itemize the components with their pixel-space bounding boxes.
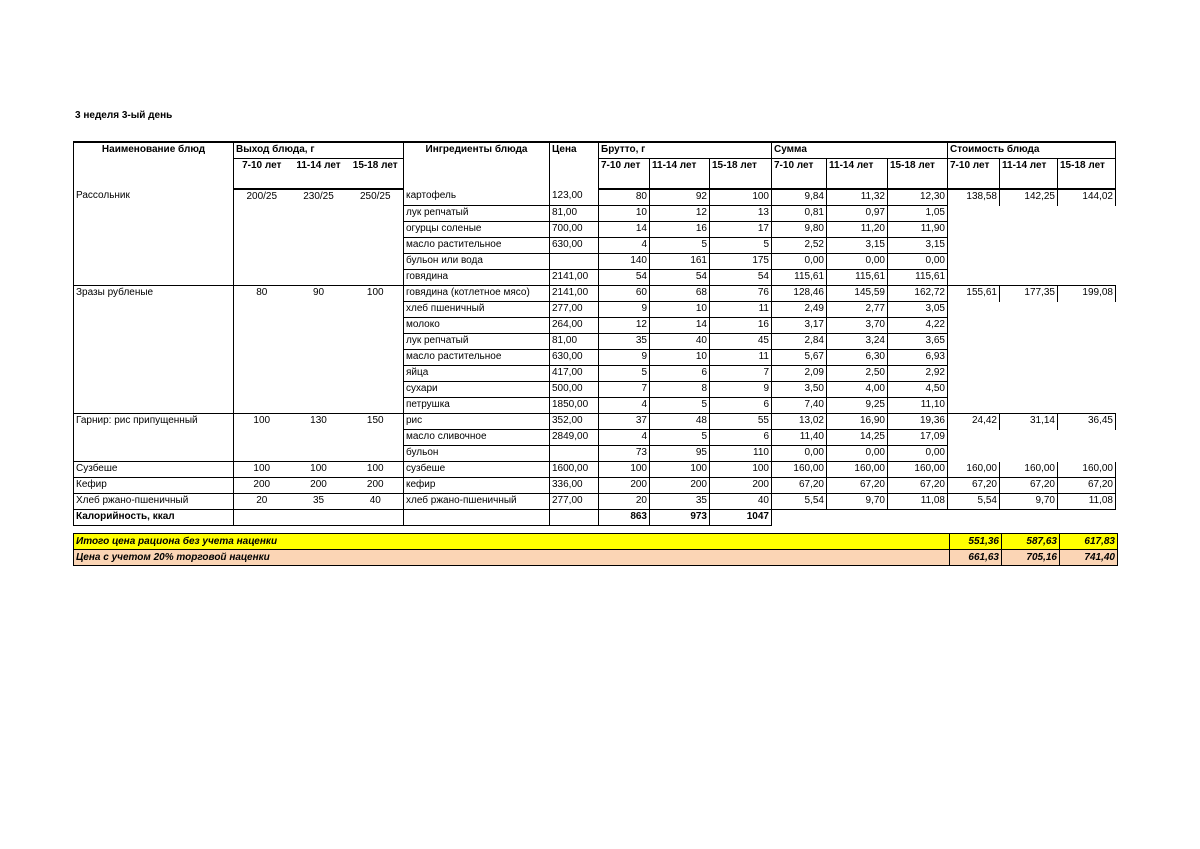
brutto-value: 92: [650, 189, 710, 206]
brutto-value: 60: [599, 286, 650, 302]
ingredient-name: говядина: [404, 270, 550, 286]
table-row: [74, 286, 1116, 302]
brutto-value: 54: [650, 270, 710, 286]
calories-row: [74, 510, 1116, 526]
ingredient-price: 81,00: [550, 334, 599, 350]
dish-cost: 160,00: [1058, 462, 1116, 478]
dish-cost-empty: [948, 398, 1116, 414]
brutto-value: 9: [599, 350, 650, 366]
header-age: 7-10 лет: [948, 159, 1000, 190]
dish-name: Рассольник: [74, 189, 234, 286]
header-age: 11-14 лет: [290, 159, 348, 190]
sum-value: 11,40: [772, 430, 827, 446]
total-no-markup-value: 587,63: [1002, 534, 1060, 550]
sum-value: 14,25: [827, 430, 888, 446]
header-price: Цена: [550, 142, 599, 189]
calories-value: 1047: [710, 510, 772, 526]
ingredient-price: 336,00: [550, 478, 599, 494]
brutto-value: 6: [710, 398, 772, 414]
brutto-value: 14: [599, 222, 650, 238]
sum-value: 160,00: [827, 462, 888, 478]
brutto-value: 8: [650, 382, 710, 398]
brutto-value: 200: [650, 478, 710, 494]
brutto-value: 37: [599, 414, 650, 430]
brutto-value: 68: [650, 286, 710, 302]
page-title: 3 неделя 3-ый день: [75, 110, 173, 121]
totals-table: [73, 533, 1118, 566]
brutto-value: 35: [650, 494, 710, 510]
sum-value: 0,00: [827, 446, 888, 462]
ingredient-name: лук репчатый: [404, 206, 550, 222]
ingredient-name: сухари: [404, 382, 550, 398]
dish-output: 100: [290, 462, 348, 478]
dish-output: 100: [234, 414, 290, 462]
total-no-markup-value: 551,36: [950, 534, 1002, 550]
brutto-value: 55: [710, 414, 772, 430]
dish-output: 20: [234, 494, 290, 510]
header-sum: Сумма: [772, 142, 948, 159]
sum-value: 9,70: [827, 494, 888, 510]
brutto-value: 10: [650, 350, 710, 366]
total-with-markup-value: 661,63: [950, 550, 1002, 566]
table-row: [74, 462, 1116, 478]
ingredient-name: говядина (котлетное мясо): [404, 286, 550, 302]
brutto-value: 54: [710, 270, 772, 286]
dish-output: 90: [290, 286, 348, 414]
ingredient-name: кефир: [404, 478, 550, 494]
ingredient-price: 500,00: [550, 382, 599, 398]
sum-value: 9,25: [827, 398, 888, 414]
sum-value: 3,50: [772, 382, 827, 398]
dish-cost-empty: [948, 366, 1116, 382]
header-brutto: Брутто, г: [599, 142, 772, 159]
brutto-value: 200: [599, 478, 650, 494]
dish-cost-empty: [948, 430, 1116, 446]
sum-value: 17,09: [888, 430, 948, 446]
sum-value: 9,80: [772, 222, 827, 238]
header-dish: Наименование блюд: [74, 142, 234, 189]
ingredient-name: хлеб пшеничный: [404, 302, 550, 318]
sum-value: 11,90: [888, 222, 948, 238]
sum-value: 0,81: [772, 206, 827, 222]
dish-cost: 67,20: [1058, 478, 1116, 494]
ingredient-price: 630,00: [550, 238, 599, 254]
sum-value: 162,72: [888, 286, 948, 302]
calories-empty: [404, 510, 550, 526]
sum-value: 7,40: [772, 398, 827, 414]
sum-value: 5,67: [772, 350, 827, 366]
ingredient-price: 630,00: [550, 350, 599, 366]
dish-cost-empty: [948, 254, 1116, 270]
dish-output: 230/25: [290, 189, 348, 286]
sum-value: 2,50: [827, 366, 888, 382]
header-cost: Стоимость блюда: [948, 142, 1116, 159]
calories-value: 863: [599, 510, 650, 526]
ingredient-name: картофель: [404, 189, 550, 206]
total-no-markup-label: Итого цена рациона без учета наценки: [74, 534, 950, 550]
dish-name: Зразы рубленые: [74, 286, 234, 414]
header-age: 11-14 лет: [827, 159, 888, 190]
dish-cost: 155,61: [948, 286, 1000, 302]
sum-value: 5,54: [772, 494, 827, 510]
brutto-value: 5: [710, 238, 772, 254]
brutto-value: 45: [710, 334, 772, 350]
dish-output: 200: [348, 478, 404, 494]
calories-empty: [348, 510, 404, 526]
brutto-value: 4: [599, 398, 650, 414]
ingredient-name: масло растительное: [404, 238, 550, 254]
brutto-value: 12: [599, 318, 650, 334]
header-age: 15-18 лет: [348, 159, 404, 190]
total-with-markup-value: 705,16: [1002, 550, 1060, 566]
dish-output: 100: [348, 462, 404, 478]
ingredient-name: масло растительное: [404, 350, 550, 366]
dish-output: 130: [290, 414, 348, 462]
brutto-value: 175: [710, 254, 772, 270]
header-age: 7-10 лет: [234, 159, 290, 190]
sum-value: 2,49: [772, 302, 827, 318]
dish-cost-empty: [948, 318, 1116, 334]
ingredient-name: огурцы соленые: [404, 222, 550, 238]
sum-value: 3,24: [827, 334, 888, 350]
brutto-value: 40: [710, 494, 772, 510]
table-row: [74, 478, 1116, 494]
sum-value: 19,36: [888, 414, 948, 430]
calories-empty: [550, 510, 599, 526]
sum-value: 11,32: [827, 189, 888, 206]
ingredient-name: бульон: [404, 446, 550, 462]
ingredient-price: 277,00: [550, 302, 599, 318]
total-with-markup-label: Цена с учетом 20% торговой наценки: [74, 550, 950, 566]
dish-cost: 31,14: [1000, 414, 1058, 430]
ingredient-price: 81,00: [550, 206, 599, 222]
sum-value: 4,22: [888, 318, 948, 334]
brutto-value: 5: [650, 398, 710, 414]
sum-value: 2,84: [772, 334, 827, 350]
brutto-value: 73: [599, 446, 650, 462]
brutto-value: 7: [710, 366, 772, 382]
ingredient-price: 123,00: [550, 189, 599, 206]
total-with-markup-value: 741,40: [1060, 550, 1118, 566]
sum-value: 13,02: [772, 414, 827, 430]
header-age: 7-10 лет: [599, 159, 650, 190]
dish-output: 250/25: [348, 189, 404, 286]
brutto-value: 4: [599, 430, 650, 446]
brutto-value: 35: [599, 334, 650, 350]
dish-cost: 5,54: [948, 494, 1000, 510]
brutto-value: 76: [710, 286, 772, 302]
dish-cost: 199,08: [1058, 286, 1116, 302]
ingredient-name: хлеб ржано-пшеничный: [404, 494, 550, 510]
header-ingredients: Ингредиенты блюда: [404, 142, 550, 189]
brutto-value: 140: [599, 254, 650, 270]
sum-value: 6,30: [827, 350, 888, 366]
brutto-value: 100: [710, 462, 772, 478]
sum-value: 128,46: [772, 286, 827, 302]
sum-value: 2,77: [827, 302, 888, 318]
brutto-value: 10: [650, 302, 710, 318]
brutto-value: 17: [710, 222, 772, 238]
header-row: [74, 142, 1116, 159]
brutto-value: 20: [599, 494, 650, 510]
sum-value: 9,84: [772, 189, 827, 206]
brutto-value: 48: [650, 414, 710, 430]
sum-value: 12,30: [888, 189, 948, 206]
sum-value: 3,65: [888, 334, 948, 350]
brutto-value: 110: [710, 446, 772, 462]
sum-value: 2,52: [772, 238, 827, 254]
sum-value: 1,05: [888, 206, 948, 222]
header-age: 7-10 лет: [772, 159, 827, 190]
ingredient-price: 2141,00: [550, 270, 599, 286]
dish-cost: 9,70: [1000, 494, 1058, 510]
dish-cost-empty: [948, 446, 1116, 462]
header-age: 15-18 лет: [710, 159, 772, 190]
sum-value: 3,70: [827, 318, 888, 334]
table-row: [74, 414, 1116, 430]
sum-value: 160,00: [888, 462, 948, 478]
dish-output: 200: [234, 478, 290, 494]
ingredient-price: [550, 446, 599, 462]
dish-output: 35: [290, 494, 348, 510]
sum-value: 2,09: [772, 366, 827, 382]
total-no-markup-value: 617,83: [1060, 534, 1118, 550]
brutto-value: 13: [710, 206, 772, 222]
dish-cost-empty: [948, 270, 1116, 286]
header-age: 11-14 лет: [1000, 159, 1058, 190]
sum-value: 3,15: [888, 238, 948, 254]
brutto-value: 4: [599, 238, 650, 254]
brutto-value: 100: [710, 189, 772, 206]
dish-cost: 67,20: [948, 478, 1000, 494]
brutto-value: 11: [710, 302, 772, 318]
sum-value: 11,10: [888, 398, 948, 414]
sum-value: 0,00: [772, 254, 827, 270]
dish-cost: 24,42: [948, 414, 1000, 430]
brutto-value: 5: [599, 366, 650, 382]
ingredient-price: 2141,00: [550, 286, 599, 302]
dish-cost-empty: [948, 302, 1116, 318]
sum-value: 3,05: [888, 302, 948, 318]
sum-value: 2,92: [888, 366, 948, 382]
ingredient-price: 1850,00: [550, 398, 599, 414]
sum-value: 115,61: [888, 270, 948, 286]
dish-cost: 160,00: [1000, 462, 1058, 478]
sum-value: 4,50: [888, 382, 948, 398]
brutto-value: 6: [650, 366, 710, 382]
ingredient-name: лук репчатый: [404, 334, 550, 350]
calories-empty: [290, 510, 348, 526]
brutto-value: 9: [599, 302, 650, 318]
dish-name: Кефир: [74, 478, 234, 494]
ingredient-name: молоко: [404, 318, 550, 334]
dish-output: 200/25: [234, 189, 290, 286]
dish-cost: 142,25: [1000, 189, 1058, 206]
dish-cost: 36,45: [1058, 414, 1116, 430]
sum-value: 3,17: [772, 318, 827, 334]
dish-output: 200: [290, 478, 348, 494]
brutto-value: 100: [650, 462, 710, 478]
dish-output: 40: [348, 494, 404, 510]
total-with-markup-row: [74, 550, 1118, 566]
sum-value: 3,15: [827, 238, 888, 254]
sum-value: 0,00: [827, 254, 888, 270]
sum-value: 11,08: [888, 494, 948, 510]
sum-value: 67,20: [772, 478, 827, 494]
ingredient-price: 277,00: [550, 494, 599, 510]
sum-value: 6,93: [888, 350, 948, 366]
brutto-value: 5: [650, 238, 710, 254]
sum-value: 115,61: [827, 270, 888, 286]
sum-value: 67,20: [888, 478, 948, 494]
table-row: [74, 189, 1116, 206]
dish-output: 150: [348, 414, 404, 462]
menu-table: [73, 141, 1116, 526]
header-output: Выход блюда, г: [234, 142, 404, 159]
dish-name: Сузбеше: [74, 462, 234, 478]
header-age: 15-18 лет: [888, 159, 948, 190]
sum-value: 0,00: [888, 254, 948, 270]
calories-label: Калорийность, ккал: [74, 510, 234, 526]
ingredient-price: 2849,00: [550, 430, 599, 446]
sum-value: 4,00: [827, 382, 888, 398]
brutto-value: 14: [650, 318, 710, 334]
dish-cost-empty: [948, 206, 1116, 222]
sum-value: 0,00: [772, 446, 827, 462]
ingredient-name: петрушка: [404, 398, 550, 414]
sum-value: 11,20: [827, 222, 888, 238]
brutto-value: 80: [599, 189, 650, 206]
header-age: 15-18 лет: [1058, 159, 1116, 190]
ingredient-price: 700,00: [550, 222, 599, 238]
ingredient-price: 264,00: [550, 318, 599, 334]
dish-output: 100: [348, 286, 404, 414]
ingredient-price: 352,00: [550, 414, 599, 430]
sum-value: 0,00: [888, 446, 948, 462]
dish-name: Гарнир: рис припущенный: [74, 414, 234, 462]
sum-value: 145,59: [827, 286, 888, 302]
ingredient-name: рис: [404, 414, 550, 430]
brutto-value: 6: [710, 430, 772, 446]
dish-cost: 160,00: [948, 462, 1000, 478]
dish-cost-empty: [948, 238, 1116, 254]
ingredient-name: масло сливочное: [404, 430, 550, 446]
ingredient-price: 1600,00: [550, 462, 599, 478]
ingredient-name: яйца: [404, 366, 550, 382]
sum-value: 0,97: [827, 206, 888, 222]
header-age: 11-14 лет: [650, 159, 710, 190]
brutto-value: 12: [650, 206, 710, 222]
calories-value: 973: [650, 510, 710, 526]
calories-empty: [234, 510, 290, 526]
dish-cost: 67,20: [1000, 478, 1058, 494]
ingredient-name: бульон или вода: [404, 254, 550, 270]
dish-output: 100: [234, 462, 290, 478]
dish-cost: 138,58: [948, 189, 1000, 206]
ingredient-price: [550, 254, 599, 270]
table-row: [74, 494, 1116, 510]
brutto-value: 16: [710, 318, 772, 334]
brutto-value: 10: [599, 206, 650, 222]
brutto-value: 54: [599, 270, 650, 286]
brutto-value: 5: [650, 430, 710, 446]
brutto-value: 40: [650, 334, 710, 350]
brutto-value: 95: [650, 446, 710, 462]
ingredient-name: сузбеше: [404, 462, 550, 478]
brutto-value: 7: [599, 382, 650, 398]
dish-cost: 144,02: [1058, 189, 1116, 206]
dish-cost-empty: [948, 382, 1116, 398]
sum-value: 16,90: [827, 414, 888, 430]
brutto-value: 200: [710, 478, 772, 494]
brutto-value: 161: [650, 254, 710, 270]
dish-name: Хлеб ржано-пшеничный: [74, 494, 234, 510]
dish-cost-empty: [948, 334, 1116, 350]
dish-cost: 11,08: [1058, 494, 1116, 510]
dish-cost-empty: [948, 222, 1116, 238]
total-no-markup-row: [74, 534, 1118, 550]
brutto-value: 100: [599, 462, 650, 478]
sum-value: 67,20: [827, 478, 888, 494]
brutto-value: 11: [710, 350, 772, 366]
dish-output: 80: [234, 286, 290, 414]
dish-cost-empty: [948, 350, 1116, 366]
ingredient-price: 417,00: [550, 366, 599, 382]
sum-value: 115,61: [772, 270, 827, 286]
dish-cost: 177,35: [1000, 286, 1058, 302]
sum-value: 160,00: [772, 462, 827, 478]
brutto-value: 16: [650, 222, 710, 238]
brutto-value: 9: [710, 382, 772, 398]
